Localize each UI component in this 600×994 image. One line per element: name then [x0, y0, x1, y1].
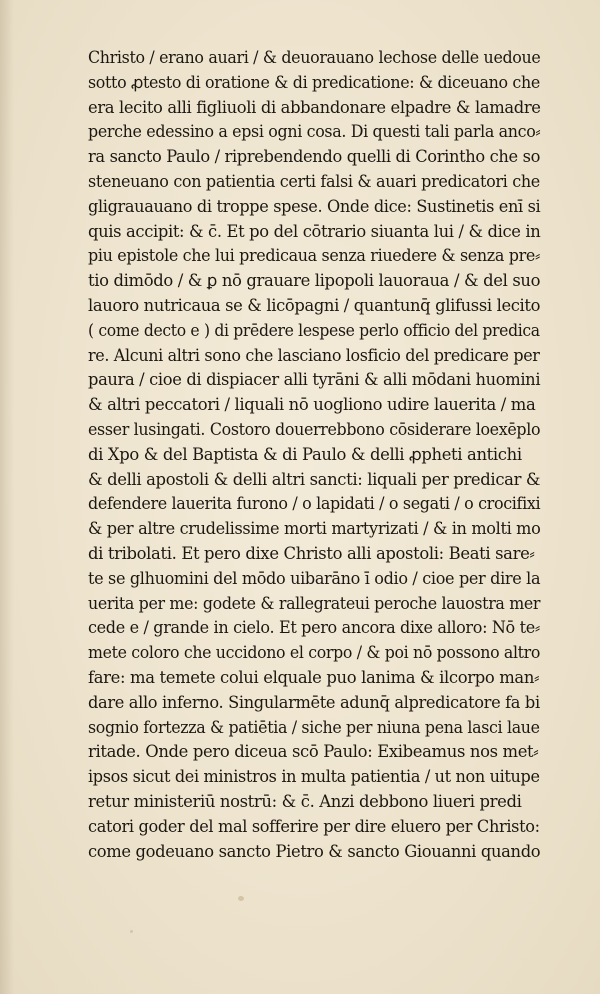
- text-line-20: & per altre crudelissime morti martyrizati / & in molti mo: [88, 519, 541, 539]
- text-line-31: retur ministeriū nostrū: & c̄. Anzi debbono liueri predi: [88, 791, 522, 811]
- text-line-24: cede e / grande in cielo. Et pero ancora dixe alloro: Nō te⸗: [88, 618, 540, 638]
- text-line-3: era lecito alli figliuoli di abbandonare elpadre & lamadre: [88, 97, 541, 117]
- text-line-17: di Xpo & del Baptista & di Paulo & delli ꝓpheti antichi: [88, 444, 522, 464]
- foxing-spot: [130, 930, 133, 933]
- text-line-30: ipsos sicut dei ministros in multa patientia / ut non uitupe: [88, 767, 540, 787]
- text-line-5: ra sancto Paulo / riprebendendo quelli di Corintho che so: [88, 147, 541, 167]
- text-line-12: ( come decto e ) di prēdere lespese perlo officio del predica: [88, 320, 540, 340]
- text-line-22: te se glhuomini del mōdo uibarāno ī odio / cioe per dire la: [88, 568, 541, 588]
- text-line-33: come godeuano sancto Pietro & sancto Giouanni quando: [88, 841, 541, 861]
- text-line-9: piu epistole che lui predicaua senza riuedere & senza pre⸗: [88, 246, 540, 266]
- text-line-26: fare: ma temete colui elquale puo lanima & ilcorpo man⸗: [88, 667, 540, 687]
- foxing-spot: [238, 896, 244, 901]
- text-line-21: di tribolati. Et pero dixe Christo alli apostoli: Beati sare⸗: [88, 543, 535, 563]
- text-line-32: catori goder del mal sofferire per dire eluero per Christo:: [88, 816, 540, 836]
- text-block: [88, 46, 540, 864]
- text-line-4: perche edessino a epsi ogni cosa. Di questi tali parla anco⸗: [88, 122, 541, 142]
- text-line-11: lauoro nutricaua se & licōpagni / quantunq̄ glifussi lecito: [88, 295, 541, 315]
- text-line-15: & altri peccatori / liquali nō uogliono udire lauerita / ma: [88, 395, 536, 415]
- text-line-13: re. Alcuni altri sono che lasciano losficio del predicare per: [88, 345, 540, 365]
- text-line-29: ritade. Onde pero diceua scō Paulo: Exibeamus nos met⸗: [88, 742, 539, 762]
- page-fold-shadow: [0, 0, 14, 994]
- text-line-2: sotto ꝓtesto di oratione & di predicatione: & diceuano che: [88, 72, 540, 92]
- text-line-28: sognio fortezza & patiētia / siche per niuna pena lasci laue: [88, 717, 540, 737]
- text-line-14: paura / cioe di dispiacer alli tyrāni & alli mōdani huomini: [88, 370, 541, 390]
- text-line-16: esser lusingati. Costoro douerrebbono cōsiderare loexēplo: [88, 419, 541, 439]
- text-line-19: defendere lauerita furono / o lapidati / o segati / o crocifixi: [88, 494, 541, 514]
- text-line-10: tio dimōdo / & ꝑ nō grauare lipopoli lauoraua / & del suo: [88, 271, 541, 291]
- text-line-18: & delli apostoli & delli altri sancti: liquali per predicar &: [88, 469, 541, 489]
- text-line-8: quis accipit: & c̄. Et po del cōtrario siuanta lui / & dice in: [88, 221, 541, 241]
- text-line-25: mete coloro che uccidono el corpo / & poi nō possono altro: [88, 643, 541, 663]
- text-line-1: Christo / erano auari / & deuorauano lechose delle uedoue: [88, 48, 541, 67]
- text-line-7: gligrauauano di troppe spese. Onde dice: Sustinetis enī si: [88, 196, 541, 216]
- text-line-6: steneuano con patientia certi falsi & auari predicatori che: [88, 171, 540, 191]
- text-line-23: uerita per me: godete & rallegrateui peroche lauostra mer: [88, 593, 541, 613]
- text-line-27: dare allo inferno. Singularmēte adunq̄ alpredicatore fa bi: [88, 692, 540, 712]
